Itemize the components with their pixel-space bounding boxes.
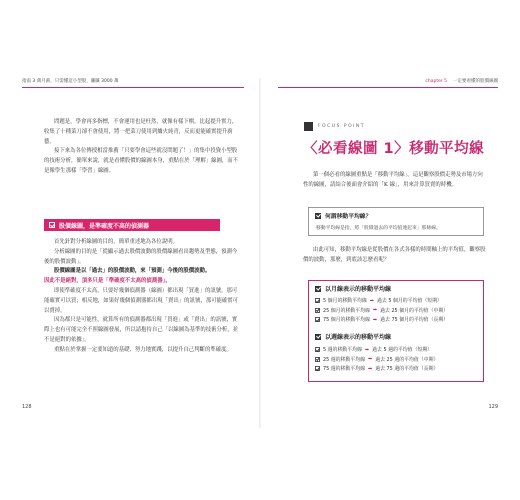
paragraph: 即使準確度不太高，只要好幾個偵測器（線圖）都出現「買進」的訊號，那可能確實可以買；相反地，如果好幾個偵測器都出現「賣出」的訊號，那可能確實可以賣掉。 (44, 287, 239, 314)
arrow-right-icon: ➡ (372, 307, 378, 314)
arrow-right-icon: ➡ (364, 346, 370, 353)
arrow-right-icon: ➡ (369, 297, 374, 304)
definition-header (315, 211, 371, 220)
list-item (315, 355, 438, 365)
book-gutter (259, 78, 261, 428)
paragraph: 由此可知，移動平均線是從股價在各式各樣的時間軸上的平均值，觀察股價的波動，那麼，到底該怎麼看呢？ (303, 247, 486, 263)
list-item (315, 315, 448, 325)
focus-square-icon (304, 122, 313, 131)
paragraph: 首先針對分析線圖的目的，簡單重述地為各位說明。 (54, 239, 178, 245)
list-item (315, 306, 448, 316)
checked-box-icon (315, 308, 320, 313)
list-item (315, 296, 448, 306)
checked-box-icon (315, 298, 320, 303)
weekly-title: 以週線表示的移動平均線 (325, 334, 392, 341)
monthly-title: 以月線表示的移動平均線 (325, 286, 392, 293)
chapter-title: 一定要看懂的股價線圖 (453, 79, 498, 84)
item-meaning: 過去 25 週的平均值（中期） (375, 356, 439, 363)
checkbox-icon (49, 222, 55, 228)
left-section-text (44, 238, 240, 356)
checked-box-icon (315, 366, 320, 371)
left-running-header: 指南 3 萬月薪，只需懂這小型股，賺賺 3000 萬 (22, 79, 119, 84)
left-header-rule (22, 87, 244, 88)
checkbox-icon (315, 213, 321, 219)
paragraph: 因為都只是可能性，就算所有的偵測器都出現「買進」或「賣出」的訊號，實際上也有可能完全不照線圖發展，所以請抱持自己「以線圖為基準的技術分析，並不是絕對的依據」。 (44, 317, 239, 343)
right-running-header (425, 78, 498, 84)
paragraph: 重點在於掌握一定要知道的基礎、努力地實踐，以提升自己判斷的準確度。 (54, 346, 232, 353)
page-title: 〈必看線圖 1〉移動平均線 (303, 141, 485, 157)
chapter-label: chapter 5 (425, 78, 447, 84)
right-intro-text (303, 171, 486, 191)
section-heading: 股價線圖，是準確度不高的偵測器 (59, 222, 150, 230)
paragraph: 分析線圖的目的是「從顯示過去股價波動的股價線圖看出趨勢及型態，預測今後的股價波動」。 (44, 248, 238, 265)
bold-statement: 股價線圖是以「過去」的股價波動，來「預測」今後的股價波動。 (54, 268, 211, 275)
list-item (315, 364, 438, 374)
definition-title: 何謂移動平均線？ (325, 214, 372, 220)
item-term: 5 個月的移動平均線 (323, 298, 367, 305)
item-term: 25 週的移動平均線 (323, 356, 366, 363)
checkbox-icon (315, 286, 321, 292)
list-item (315, 345, 438, 355)
paragraph: 第一個必看的線圖重點是「移動平均線」。這是觀察股價走勢及市場方向性的線圖，請結合後面會介紹的「K 線」，用來計算買賣的時機。 (303, 172, 483, 188)
paragraph: 接下來為各位傳授相當推薦「只要學會這些就沒問題了！」的集中投資小型股的技術分析，簡單來說，就是看懂股價的線圖本身，重點在於「理解」線圖，而不是像學生那樣「學習」線圖。 (44, 148, 239, 174)
right-page-number: 129 (488, 404, 498, 410)
item-term: 5 週的移動平均線 (323, 347, 362, 354)
checked-box-icon (315, 317, 320, 322)
checked-box-icon (315, 347, 320, 352)
highlight-statement: 因此不是絕對，頂多只是「準確度不太高的偵測器」。 (44, 278, 171, 285)
checkbox-icon (315, 334, 321, 340)
item-meaning: 過去 5 個月的平均值（短期） (377, 298, 442, 305)
right-middle-text (303, 246, 486, 266)
section-heading-bar (44, 219, 220, 231)
weekly-list (315, 345, 438, 374)
moving-average-box (308, 280, 484, 382)
item-meaning: 過去 75 個月的平均值（長期） (380, 317, 449, 324)
right-header-rule (278, 87, 498, 88)
paragraph: 問題是，學會再多指標，不會運用也是枉然，就像有樣下棋，比起提升實力，收集了十種菜刀卻不會使用，將一把菜刀使用到爐火純青，反而更能確實提升廚藝。 (44, 119, 238, 145)
definition-box (308, 207, 484, 236)
monthly-list (315, 296, 448, 325)
item-meaning: 過去 75 週的平均值（長期） (375, 366, 439, 373)
left-intro-text (44, 118, 240, 177)
monthly-header (315, 284, 391, 293)
focus-point-label: FOCUS POINT (318, 124, 366, 129)
item-term: 75 週的移動平均線 (323, 366, 366, 373)
item-term: 75 個月的移動平均線 (323, 317, 370, 324)
checked-box-icon (315, 357, 320, 362)
arrow-right-icon: ➡ (372, 316, 378, 323)
left-page-number: 128 (22, 404, 32, 410)
definition-body: 移動平均線是指，將「股價過去的平均值連起來」那條線。 (316, 226, 441, 231)
focus-point-tag (304, 122, 365, 131)
item-meaning: 過去 5 週的平均值（短期） (372, 347, 433, 354)
weekly-header (315, 332, 391, 341)
item-meaning: 過去 25 個月的平均值（中期） (380, 307, 449, 314)
arrow-right-icon: ➡ (368, 365, 373, 372)
arrow-right-icon: ➡ (368, 356, 373, 363)
item-term: 25 個月的移動平均線 (323, 307, 370, 314)
